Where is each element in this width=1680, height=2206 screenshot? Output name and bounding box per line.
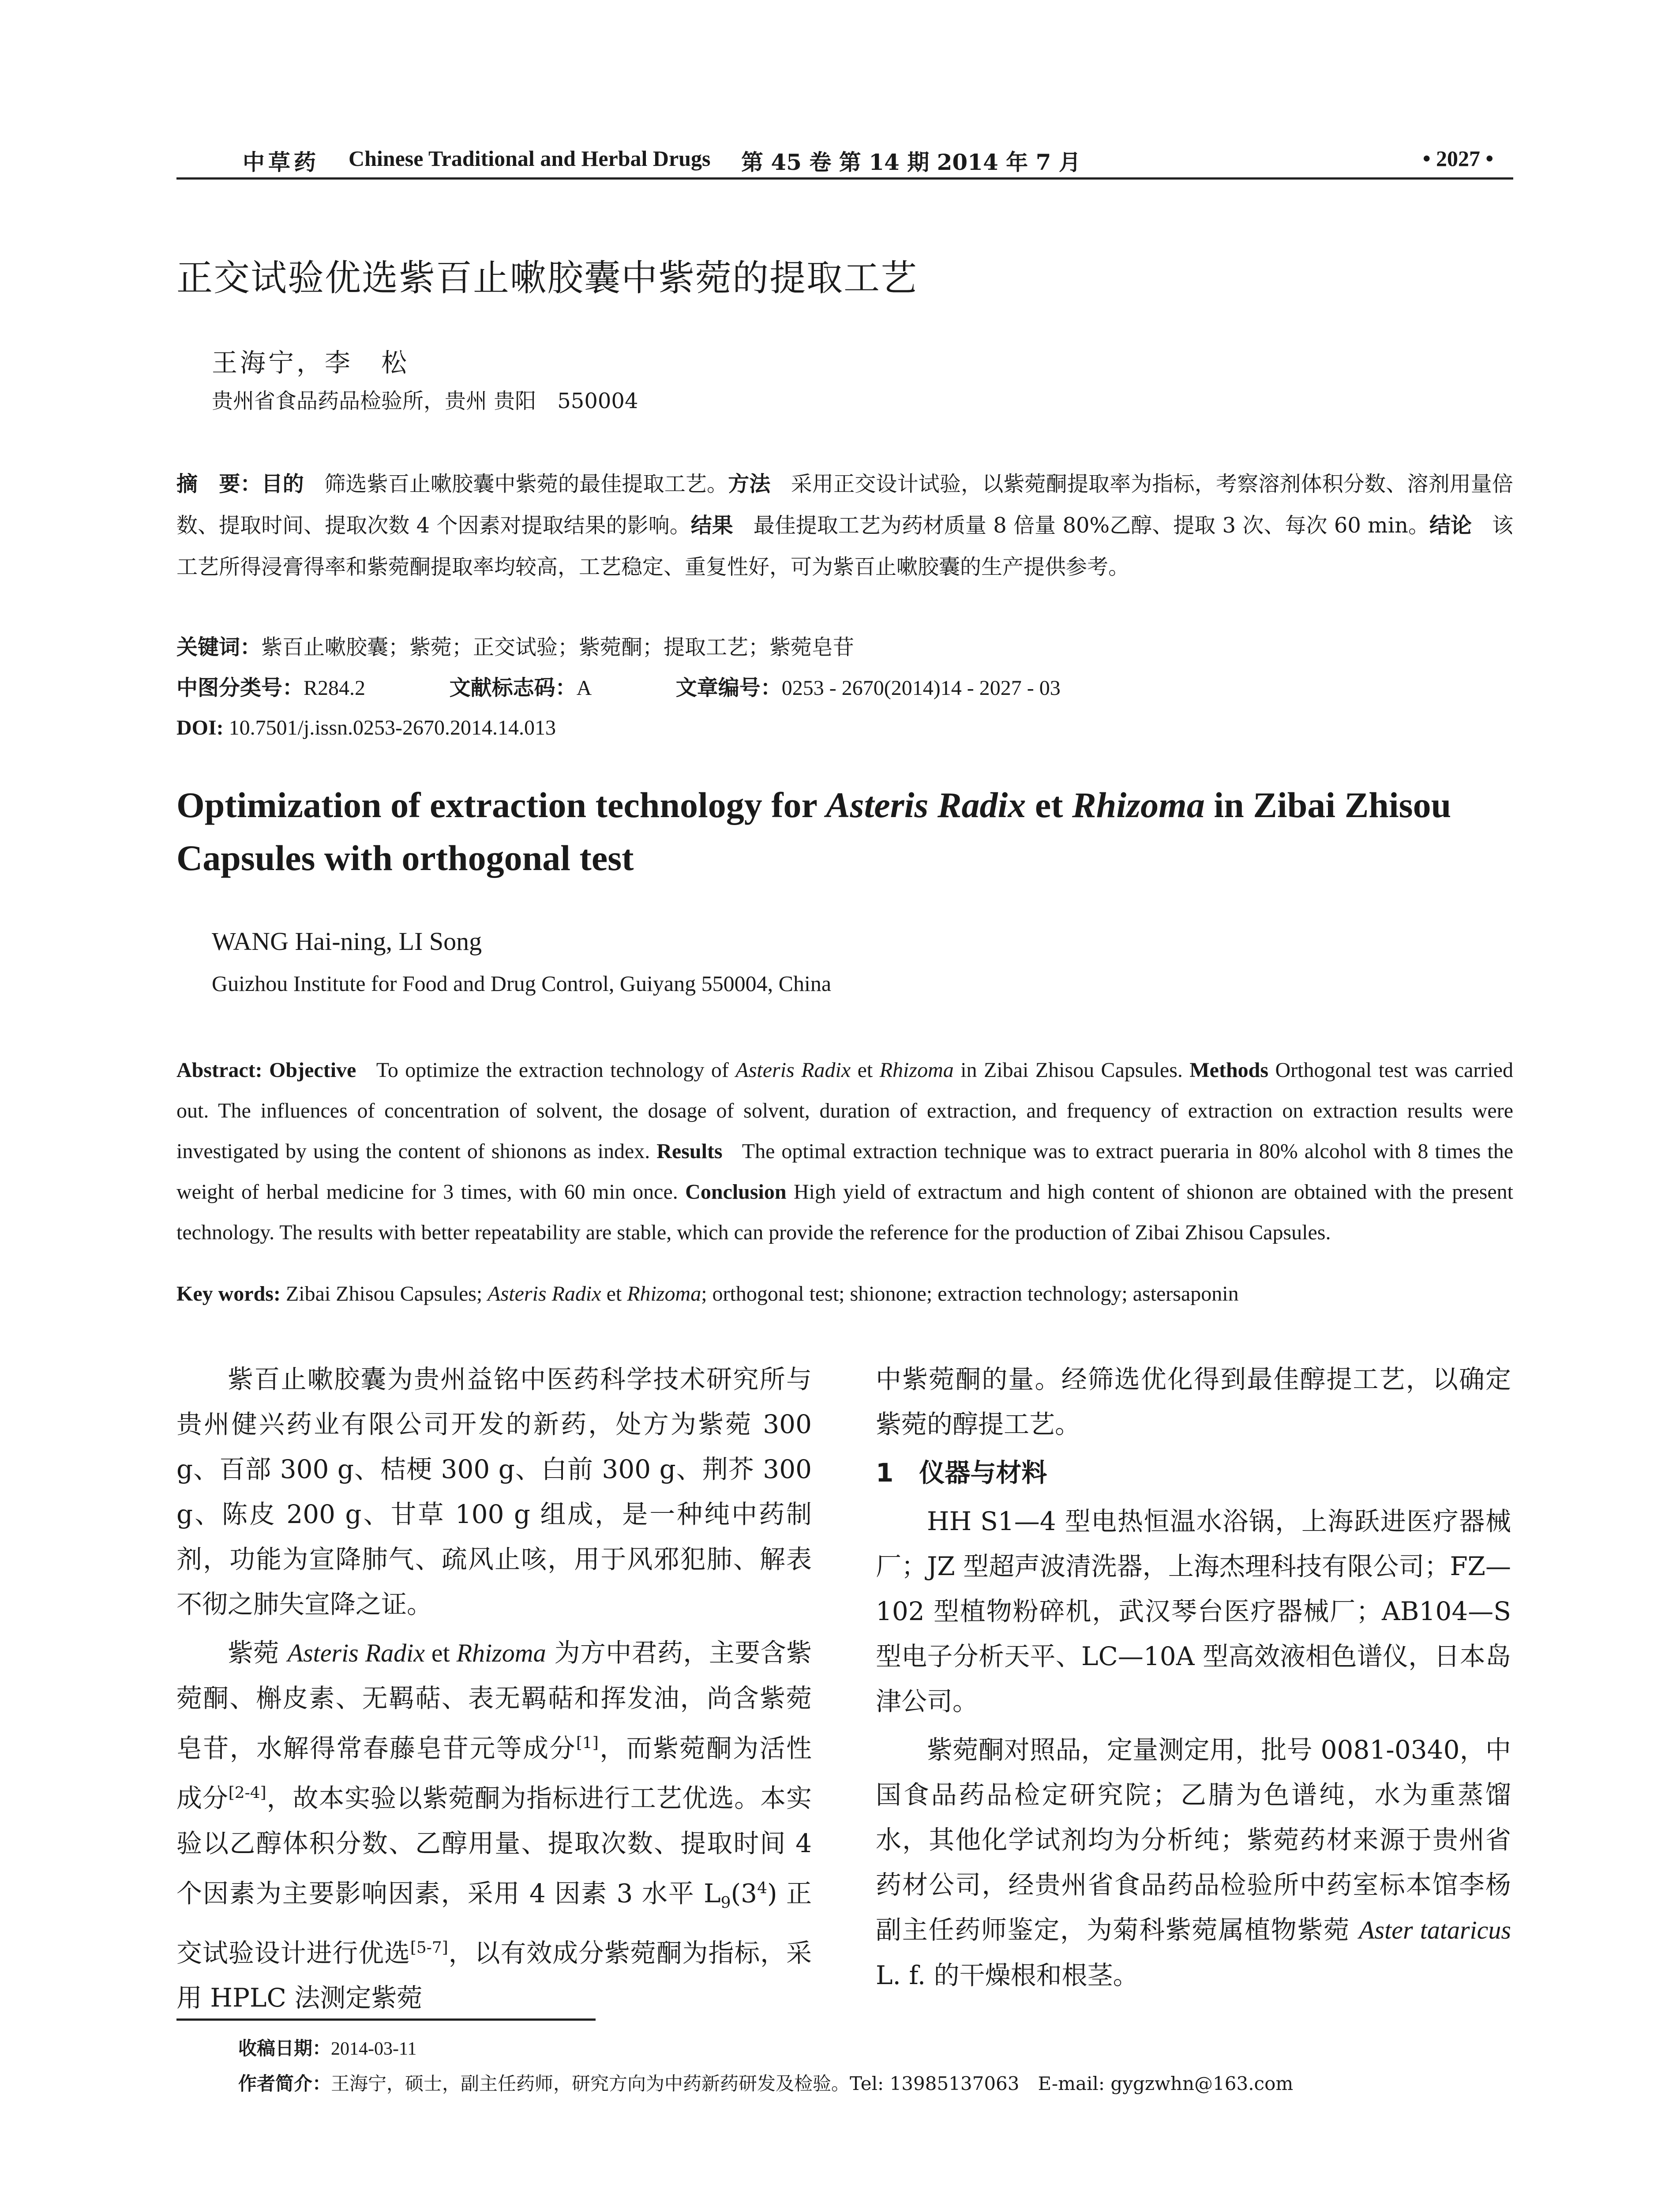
objective-en-i2: Rhizoma xyxy=(879,1058,954,1082)
text-run: 紫菀 xyxy=(228,1638,288,1668)
body-paragraph xyxy=(876,1727,1511,1998)
title-en-italic2: Rhizoma xyxy=(1072,785,1205,825)
footnote-rule xyxy=(176,2018,596,2021)
keywords-en-c: ; orthogonal test; shionone; extraction technology; astersaponin xyxy=(701,1282,1239,1306)
clc-label: 中图分类号： xyxy=(176,675,304,700)
body-paragraph: HH S1—4 型电热恒温水浴锅，上海跃进医疗器械厂；JZ 型超声波清洗器，上海杰理科技有限公司；FZ—102 型植物粉碎机，武汉琴台医疗器械厂；AB104—S 型电子分析天平、LC—10A 型高效液相色谱仪，日本岛津公司。 xyxy=(876,1506,1511,1716)
received-date xyxy=(238,2034,416,2060)
objective-en-c: in Zibai Zhisou Capsules. xyxy=(953,1058,1183,1082)
text-run: et xyxy=(424,1639,457,1667)
received-label: 收稿日期： xyxy=(238,2037,331,2059)
objective-en-i1: Asteris Radix xyxy=(735,1058,851,1082)
journal-issue: 第 45 卷 第 14 期 2014 年 7 月 xyxy=(741,149,1081,175)
received-value: 2014-03-11 xyxy=(331,2039,417,2059)
authors-en: WANG Hai-ning, LI Song xyxy=(212,927,482,956)
doc-code-label: 文献标志码： xyxy=(449,675,577,700)
results-label-en: Results xyxy=(656,1140,723,1163)
affiliation-en: Guizhou Institute for Food and Drug Control, Guiyang 550004, China xyxy=(212,971,832,996)
header-rule xyxy=(176,177,1513,180)
conclusion-label-cn: 结论 xyxy=(1429,513,1472,538)
citation[interactable]: [5-7] xyxy=(410,1938,448,1957)
text-run: L. f. 的干燥根和根茎。 xyxy=(876,1960,1139,1990)
title-en-part2: et xyxy=(1026,785,1072,825)
keywords-cn-text: 紫百止嗽胶囊；紫菀；正交试验；紫菀酮；提取工艺；紫菀皂苷 xyxy=(261,635,855,660)
journal-name: Chinese Traditional and Herbal Drugs xyxy=(349,146,711,171)
text-run: ，以有效成分紫菀酮为指标，采用 HPLC 法测定紫菀 xyxy=(176,1937,812,2013)
abstract-en xyxy=(176,1050,1513,1253)
text-run: ，故本实验以紫菀酮为指标进行工艺优选。本实验以乙醇体积分数、乙醇用量、提取次数、提取时间 4 个因素为主要影响因素，采用 4 因素 3 水平 L xyxy=(176,1783,812,1908)
body-paragraph: 中紫菀酮的量。经筛选优化得到最佳醇提工艺，以确定紫菀的醇提工艺。 xyxy=(876,1364,1511,1439)
title-en-part1: Optimization of extraction technology for xyxy=(176,785,826,825)
text-run: ) 正交试验设计进行优选 xyxy=(176,1878,812,1968)
objective-cn: 筛选紫百止嗽胶囊中紫菀的最佳提取工艺。 xyxy=(324,472,728,496)
latin-name: Rhizoma xyxy=(456,1639,546,1667)
abstract-cn-label: 摘 要： xyxy=(176,472,262,496)
title-cn: 正交试验优选紫百止嗽胶囊中紫菀的提取工艺 xyxy=(176,257,918,299)
conclusion-en: High yield of extractum and high content of shionon are obtained with the present technology. The results with better repeatability are stable, which can provide the reference for the production of Zibai Zhisou Capsules. xyxy=(176,1180,1514,1244)
methods-cn: 采用正交设计试验，以紫菀酮提取率为指标，考察溶剂体积分数、溶剂用量倍数、提取时间、提取次数 4 个因素对提取结果的影响。 xyxy=(176,472,1513,538)
body-paragraph: 紫百止嗽胶囊为贵州益铭中医药科学技术研究所与贵州健兴药业有限公司开发的新药，处方为紫菀 300 g、百部 300 g、桔梗 300 g、白前 300 g、荆芥 300 g、陈皮 200 g、甘草 100 g 组成，是一种纯中药制剂，功能为宣降肺气、疏风止咳，用于风邪犯肺、解表不彻之肺失宣降之证。 xyxy=(176,1364,812,1619)
objective-label-cn: 目的 xyxy=(261,472,304,496)
results-en: The optimal extraction technique was to extract pueraria in 80% alcohol with 8 times the weight of herbal medicine for 3 times, with 60 min once. xyxy=(176,1140,1514,1204)
article-no-label: 文章编号： xyxy=(675,675,782,700)
article-no-value: 0253 - 2670(2014)14 - 2027 - 03 xyxy=(781,676,1061,700)
keywords-en-label: Key words: xyxy=(176,1282,281,1306)
keywords-en-i2: Rhizoma xyxy=(627,1282,701,1306)
objective-en-b: et xyxy=(851,1058,880,1082)
clc-value: R284.2 xyxy=(304,676,366,700)
doi-value[interactable]: 10.7501/j.issn.0253-2670.2014.14.013 xyxy=(229,716,556,739)
authors-cn: 王海宁，李 松 xyxy=(212,348,410,378)
body-right-column xyxy=(876,1357,1511,1998)
latin-name: Aster tataricus xyxy=(1359,1916,1511,1944)
abstract-en-label: Abstract: xyxy=(176,1058,262,1082)
conclusion-cn: 该工艺所得浸膏得率和紫菀酮提取率均较高，工艺稳定、重复性好，可为紫百止嗽胶囊的生产提供参考。 xyxy=(176,513,1513,579)
superscript: 4 xyxy=(757,1879,767,1897)
page-number: • 2027 • xyxy=(1423,146,1494,171)
methods-label-cn: 方法 xyxy=(728,472,771,496)
citation[interactable]: [1] xyxy=(576,1734,599,1752)
text-run: 紫菀酮对照品，定量测定用，批号 0081-0340，中国食品药品检定研究院；乙腈为色谱纯，水为重蒸馏水，其他化学试剂均为分析纯；紫菀药材来源于贵州省药材公司，经贵州省食品药品检验所中药室标本馆李杨副主任药师鉴定，为菊科紫菀属植物紫菀 xyxy=(876,1735,1511,1945)
author-info xyxy=(238,2069,1293,2096)
methods-label-en: Methods xyxy=(1189,1058,1269,1082)
keywords-en-i1: Asteris Radix xyxy=(488,1282,601,1306)
methods-en: Orthogonal test was carried out. The influences of concentration of solvent, the dosage of solvent, duration of extraction, and frequency of extraction on extraction results were investigated by using the content of shionons as index. xyxy=(176,1058,1514,1163)
body-left-column xyxy=(176,1357,812,2020)
doc-code-value: A xyxy=(576,676,592,700)
keywords-cn xyxy=(176,627,1513,668)
results-cn: 最佳提取工艺为药材质量 8 倍量 80%乙醇、提取 3 次、每次 60 min。 xyxy=(753,513,1430,538)
conclusion-label-en: Conclusion xyxy=(685,1180,787,1204)
results-label-cn: 结果 xyxy=(690,513,733,538)
subscript: 9 xyxy=(720,1893,731,1912)
author-info-label: 作者简介： xyxy=(238,2073,331,2094)
affiliation-cn: 贵州省食品药品检验所，贵州 贵阳 550004 xyxy=(212,389,638,413)
doi-label: DOI: xyxy=(176,716,224,739)
latin-name: Asteris Radix xyxy=(287,1639,425,1667)
text-run: 为方中君药，主要含紫菀酮、槲皮素、无羁萜、表无羁萜和挥发油，尚含紫菀皂苷，水解得常春藤皂苷元等成分 xyxy=(176,1638,812,1763)
citation[interactable]: [2-4] xyxy=(228,1784,266,1802)
keywords-en-a: Zibai Zhisou Capsules; xyxy=(285,1282,488,1306)
keywords-en xyxy=(176,1282,1513,1306)
title-en xyxy=(176,779,1513,885)
abstract-cn xyxy=(176,463,1513,588)
keywords-en-b: et xyxy=(601,1282,627,1306)
keywords-cn-label: 关键词： xyxy=(176,635,262,660)
objective-label-en: Objective xyxy=(269,1058,356,1082)
journal-logo: 中草药 xyxy=(243,149,319,175)
title-en-italic1: Asteris Radix xyxy=(825,785,1026,825)
author-info-value: 王海宁，硕士，副主任药师，研究方向为中药新药研发及检验。Tel: 13985137063 E-mail: gygzwhn@163.com xyxy=(331,2073,1294,2094)
section-heading: 1 仪器与材料 xyxy=(876,1458,1047,1488)
text-run: ，而紫菀酮为活性成分 xyxy=(176,1733,812,1813)
title-en-part3: in Zibai Zhisou Capsules with orthogonal test xyxy=(176,785,1451,878)
objective-en-a: To optimize the extraction technology of xyxy=(376,1058,736,1082)
body-paragraph xyxy=(176,1630,812,2020)
doi-line xyxy=(176,707,1513,749)
classification-line xyxy=(176,667,1513,709)
text-run: (3 xyxy=(731,1878,758,1908)
